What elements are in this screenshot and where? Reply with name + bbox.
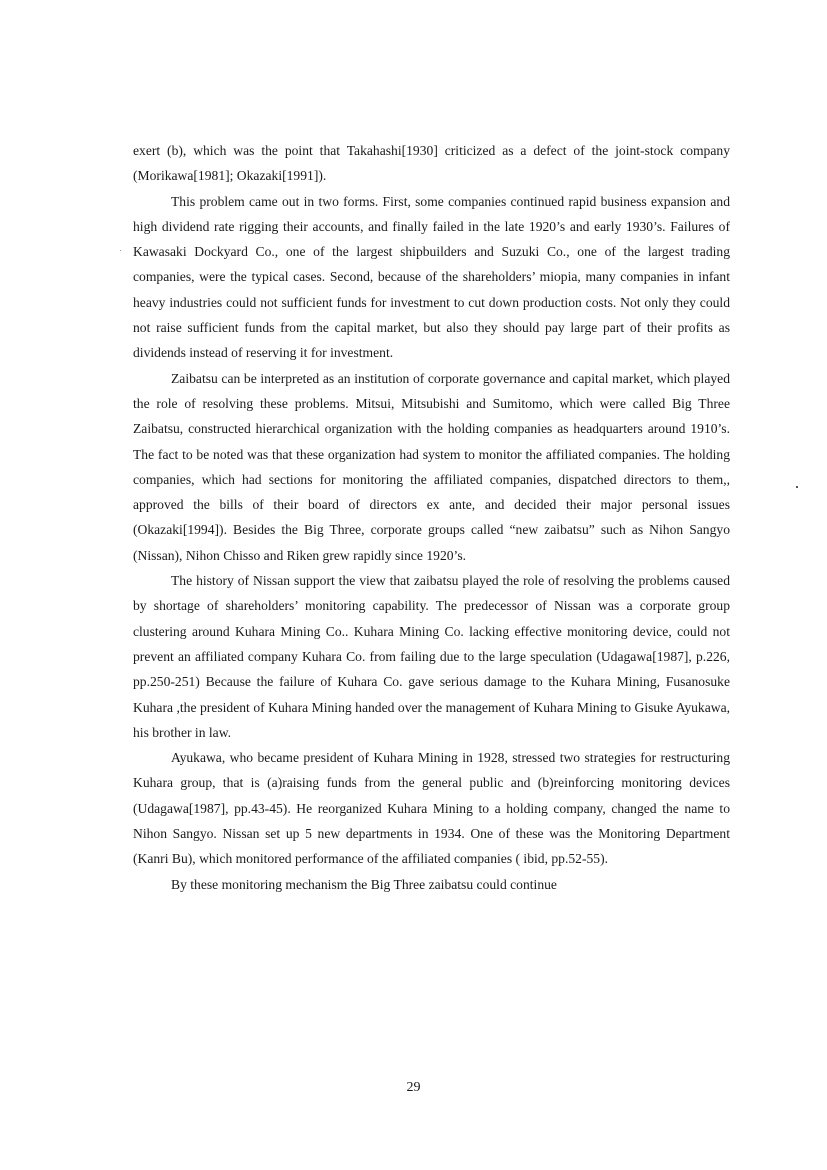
paragraph-zaibatsu-governance: Zaibatsu can be interpreted as an institution of corporate governance and capital market, which played the role of resolving these problems. Mitsui, Mitsubishi and Sumitomo, which were called Big Three Zaibatsu, constructed hierarchical organization with the holding companies as headquarters around 1910’s. The fact to be noted was that these organization had system to monitor the affiliated companies. The holding companies, which had sections for monitoring the affiliated companies, dispatched directors to them,, approved the bills of their board of directors ex ante, and decided their major personal issues (Okazaki[1994]). Besides the Big Three, corporate groups called “new zaibatsu” such as Nihon Sangyo (Nissan), Nihon Chisso and Riken grew rapidly since 1920’s. — [133, 370, 730, 563]
paragraph-monitoring-mechanism: By these monitoring mechanism the Big Three zaibatsu could continue — [171, 876, 557, 892]
paragraph-nissan-history: The history of Nissan support the view that zaibatsu played the role of resolving the problems caused by shortage of shareholders’ monitoring capability. The predecessor of Nissan was a corporate group clustering around Kuhara Mining Co.. Kuhara Mining Co. lacking effective monitoring device, could not prevent an affiliated company Kuhara Co. from failing due to the large speculation (Udagawa[1987], p.226, pp.250-251) Because the failure of Kuhara Co. gave serious damage to the Kuhara Mining, Fusanosuke Kuhara ,the president of Kuhara Mining handed over the management of Kuhara Mining to Gisuke Ayukawa, his brother in law. — [133, 573, 730, 740]
scan-speck — [120, 250, 121, 251]
paragraph-problem-forms: This problem came out in two forms. First, some companies continued rapid business expansion and high dividend rate rigging their accounts, and finally failed in the late 1920’s and early 1930’s. Failures of Kawasaki Dockyard Co., one of the largest shipbuilders and Suzuki Co., one of the largest trading companies, were the typical cases. Second, because of the shareholders’ miopia, many companies in infant heavy industries could not sufficient funds for investment to cut down production costs. Not only they could not raise sufficient funds from the capital market, but also they should pay large part of their profits as dividends instead of reserving it for investment. — [133, 193, 730, 361]
body-text — [133, 138, 730, 897]
page-number: 29 — [406, 1080, 421, 1095]
paragraph-continuation: exert (b), which was the point that Takahashi[1930] criticized as a defect of the joint-stock company (Morikawa[1981]; Okazaki[1991]). — [133, 143, 730, 184]
scan-speck — [796, 486, 798, 488]
paragraph-ayukawa-strategies: Ayukawa, who became president of Kuhara Mining in 1928, stressed two strategies for restructuring Kuhara group, that is (a)raising funds from the general public and (b)reinforcing monitoring devices (Udagawa[1987], pp.43-45). He reorganized Kuhara Mining to a holding company, changed the name to Nihon Sangyo. Nissan set up 5 new departments in 1934. One of these was the Monitoring Department (Kanri Bu), which monitored performance of the affiliated companies ( ibid, pp.52-55). — [133, 750, 730, 867]
